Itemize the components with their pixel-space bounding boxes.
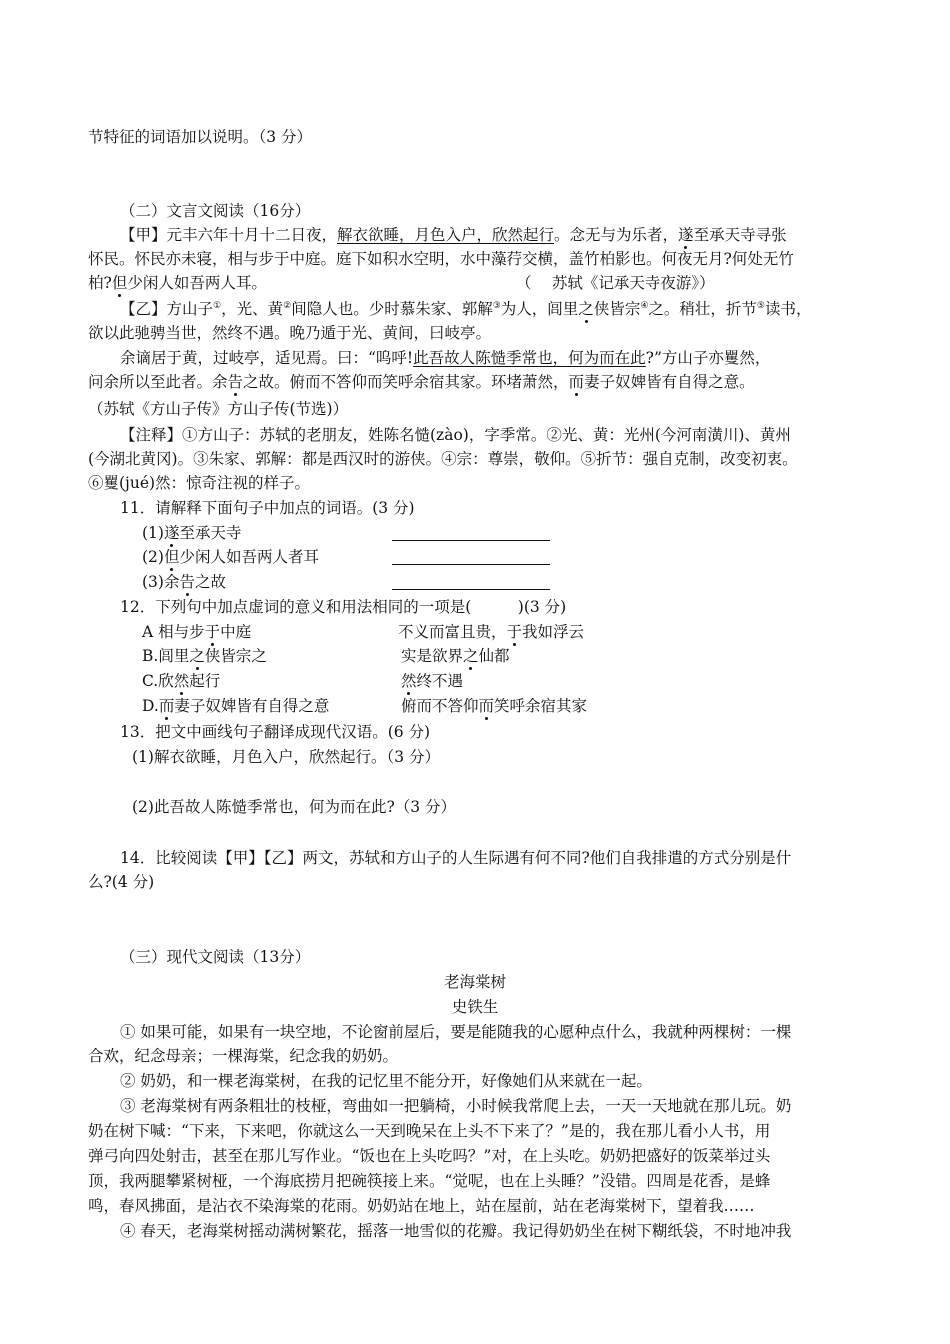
q13-item-1: (1)解衣欲睡，月色入户，欣然起行。（3 分） xyxy=(132,748,440,766)
q12-option-d-left: D.而妻子奴婢皆有自得之意 xyxy=(142,697,330,715)
article-author: 史铁生 xyxy=(451,998,499,1016)
para-3-line-1: ③ 老海棠树有两条粗壮的枝桠，弯曲如一把躺椅，小时候我常爬上去，一天一天地就在那儿玩。奶 xyxy=(120,1097,792,1115)
q12-option-a-left: A 相与步于中庭 xyxy=(142,623,252,641)
yi-source: （苏轼《方山子传》方山子传(节选)） xyxy=(88,400,349,418)
dotted-char: 遂 xyxy=(163,524,180,542)
para-4-line-1: ④ 春天，老海棠树摇动满树繁花，摇落一地雪似的花瓣。我记得奶奶坐在树下糊纸袋，不时地冲我 xyxy=(120,1222,792,1240)
q14-line-1: 14．比较阅读【甲】【乙】两文，苏轼和方山子的人生际遇有何不同?他们自我排遣的方式分别是什 xyxy=(120,849,792,867)
jia-source: （ 苏轼《记承天寺夜游》） xyxy=(516,274,715,292)
q11-stem: 11．请解释下面句子中加点的词语。(3 分) xyxy=(120,499,415,517)
dotted-char: 但 xyxy=(111,274,128,292)
para-3-line-4: 顶，我两腿攀紧树桠，一个海底捞月把碗筷接上来。“觉呢，也在上头睡？”没错。四周是花香，是蜂 xyxy=(88,1172,771,1190)
dotted-char: 而 xyxy=(568,373,585,391)
dotted-char: 告 xyxy=(179,573,195,591)
q14-line-2: 么?(4 分) xyxy=(88,873,155,891)
dotted-char: 而 xyxy=(158,697,175,715)
q13-stem: 13．把文中画线句子翻译成现代汉语。(6 分) xyxy=(120,723,431,741)
q12-option-a-right: 不义而富且贵，于我如浮云 xyxy=(398,623,585,641)
para-2: ② 奶奶，和一棵老海棠树，在我的记忆里不能分开，好像她们从来就在一起。 xyxy=(120,1072,652,1090)
dotted-char: 然 xyxy=(401,672,417,690)
q12-option-c-right: 然终不遇 xyxy=(401,672,464,690)
q11-answer-blank-3[interactable] xyxy=(392,589,550,590)
dotted-char: 之 xyxy=(189,647,205,665)
article-title: 老海棠树 xyxy=(443,973,506,991)
underlined-sentence-1: 解衣欲睡，月色入户，欣然起行 xyxy=(337,226,555,244)
yi-line-3: 余谪居于黄，过岐亭，适见焉。曰：“呜呼!此吾故人陈慥季常也，何为而在此?”方山子亦矍然， xyxy=(120,349,771,367)
jia-line-3: 柏?但少闲人如吾两人耳。 xyxy=(88,274,267,292)
q12-stem: 12．下列句中加点虚词的意义和用法相同的一项是( )(3 分) xyxy=(120,598,567,616)
jia-line-2: 怀民。怀民亦未寝，相与步于中庭。庭下如积水空明，水中藻荇交横，盖竹柏影也。何夜无月?何处无竹 xyxy=(88,250,794,268)
para-3-line-5: 鸣，春风拂面，是沾衣不染海棠的花雨。奶奶站在地上，站在屋前，站在老海棠树下，望着我…… xyxy=(88,1197,755,1215)
q11-item-3: (3)余告之故 xyxy=(142,573,226,591)
modern-heading: （三）现代文阅读（13分） xyxy=(120,948,311,966)
dotted-char: 遂 xyxy=(678,226,694,244)
q12-option-c-left: C.欣然起行 xyxy=(142,672,221,690)
q11-answer-blank-2[interactable] xyxy=(392,564,550,565)
dotted-char: 于 xyxy=(204,623,221,641)
dotted-char: 之 xyxy=(463,647,479,665)
top-line: 节特征的词语加以说明。（3 分） xyxy=(88,128,313,146)
notes-line-3: ⑥矍(jué)然：惊奇注视的样子。 xyxy=(88,474,311,492)
yi-line-4: 问余所以至此者。余告之故。俯而不答仰而笑呼余宿其家。环堵萧然，而妻子奴婢皆有自得之意。 xyxy=(88,373,755,391)
notes-line-1: 【注释】①方山子：苏轼的老朋友，姓陈名慥(zào)，字季常。②光、黄：光州(今河南潢川)、黄州 xyxy=(120,426,791,444)
para-3-line-3: 弹弓向四处射击，甚至在那儿写作业。“饭也在上头吃吗？”对，在上头吃。奶奶把盛好的饭菜举过头 xyxy=(88,1147,771,1165)
q11-answer-blank-1[interactable] xyxy=(392,540,550,541)
q12-option-b-right: 实是欲界之仙都 xyxy=(401,647,510,665)
dotted-char: 但 xyxy=(163,548,180,566)
dotted-char: 而 xyxy=(478,697,495,715)
para-3-line-2: 奶在树下喊：“下来，下来吧，你就这么一天到晚呆在上头不下来了？”是的，我在那儿看小人书，用 xyxy=(88,1122,771,1140)
classical-heading: （二）文言文阅读（16分） xyxy=(120,202,311,220)
notes-line-2: (今湖北黄冈)。③朱家、郭解：都是西汉时的游侠。④宗：尊崇，敬仰。⑤折节：强自克制，改变初衷。 xyxy=(88,450,798,468)
underlined-sentence-2: 此吾故人陈慥季常也，何为而在此 xyxy=(413,349,646,367)
jia-line-1: 【甲】元丰六年十月十二日夜，解衣欲睡，月色入户，欣然起行。念无与为乐者，遂至承天寺寻张 xyxy=(120,226,787,244)
q11-item-2: (2)但少闲人如吾两人者耳 xyxy=(142,548,319,566)
para-1-line-1: ① 如果可能，如果有一块空地，不论窗前屋后，要是能随我的心愿种点什么，我就种两棵树：一棵 xyxy=(120,1023,792,1041)
q11-item-1: (1)遂至承天寺 xyxy=(142,524,242,542)
para-1-line-2: 合欢，纪念母亲；一棵海棠，纪念我的奶奶。 xyxy=(88,1047,399,1065)
q13-item-2: (2)此吾故人陈慥季常也，何为而在此?（3 分） xyxy=(132,798,457,816)
dotted-char: 于 xyxy=(506,623,523,641)
yi-line-2: 欲以此驰骋当世，然终不遇。晚乃遁于光、黄间，曰岐亭。 xyxy=(88,324,492,342)
yi-line-1: 【乙】方山子①，光、黄②间隐人也。少时慕朱家、郭解③为人，闾里之侠皆宗④之。稍壮，折节⑤读书， xyxy=(120,300,812,318)
dotted-char: 然 xyxy=(173,672,190,690)
dotted-char: 告 xyxy=(227,373,244,391)
q12-option-d-right: 俯而不答仰而笑呼余宿其家 xyxy=(401,697,588,715)
q12-option-b-left: B.闾里之侠皆宗之 xyxy=(142,647,267,665)
dotted-char: 之 xyxy=(578,300,594,318)
